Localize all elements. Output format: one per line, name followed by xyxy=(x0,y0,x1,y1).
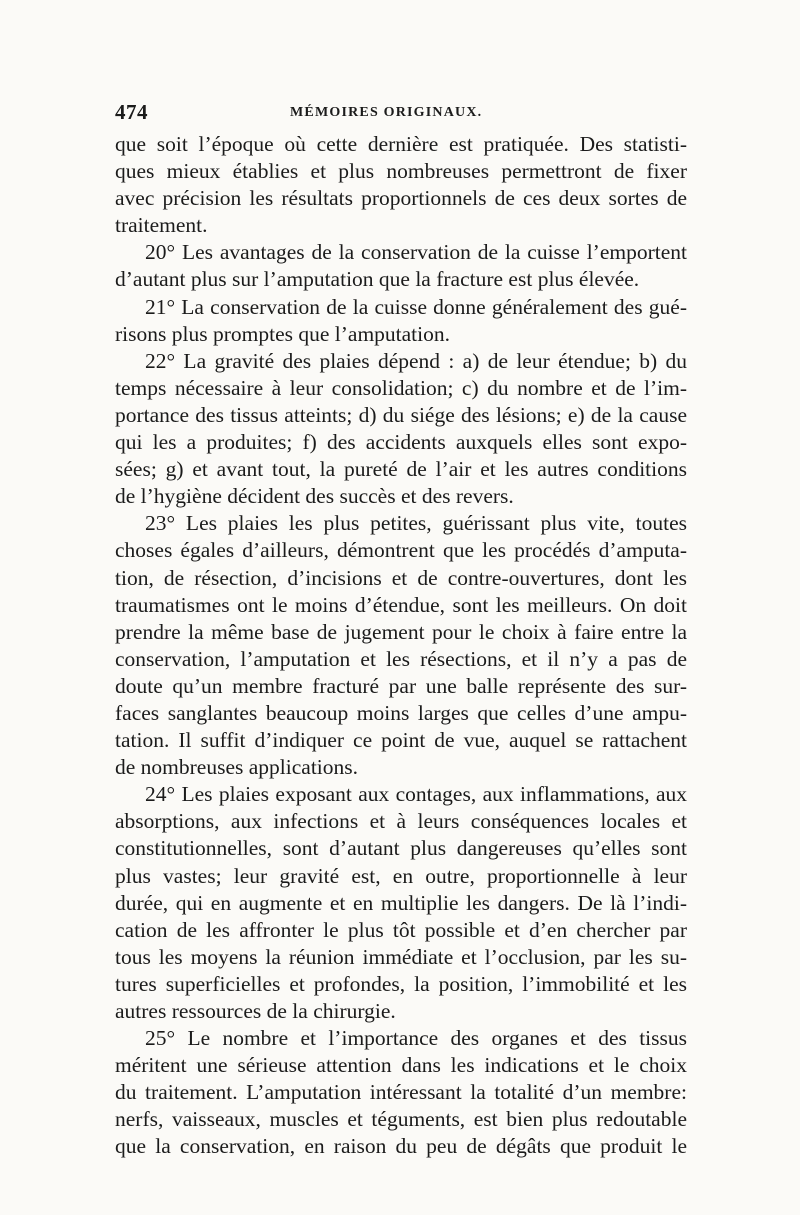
text-line: 20° Les avantages de la conservation de la cuisse l’emportent xyxy=(145,240,687,265)
text-line: de nombreuses applications. xyxy=(115,755,359,780)
text-line: d’autant plus sur l’amputation que la fracture est plus élevée. xyxy=(115,267,640,292)
text-line: prendre la même base de jugement pour le choix à faire entre la xyxy=(115,619,687,644)
text-line: tous les moyens la réunion immédiate et l’occlusion, par les su- xyxy=(115,944,687,969)
text-line: sées; g) et avant tout, la pureté de l’air et les autres conditions xyxy=(115,457,687,482)
text-line: de l’hygiène décident des succès et des revers. xyxy=(115,484,514,509)
text-line: ques mieux établies et plus nombreuses permettront de fixer xyxy=(115,159,687,184)
text-line: plus vastes; leur gravité est, en outre, proportionnelle à leur xyxy=(115,863,687,888)
text-line: risons plus promptes que l’amputation. xyxy=(115,321,451,346)
text-line: choses égales d’ailleurs, démontrent que les procédés d’amputa- xyxy=(115,538,687,563)
text-line: 21° La conservation de la cuisse donne généralement des gué- xyxy=(145,294,687,319)
text-line: doute qu’un membre fracturé par une balle représente des sur- xyxy=(115,673,687,698)
text-line: traumatismes ont le moins d’étendue, sont les meilleurs. On doit xyxy=(115,592,687,617)
text-line: tures superficielles et profondes, la position, l’immobilité et les xyxy=(115,971,687,996)
text-line: tion, de résection, d’incisions et de contre-ouvertures, dont les xyxy=(115,565,687,590)
text-line: durée, qui en augmente et en multiplie les dangers. De là l’indi- xyxy=(115,890,687,915)
text-line: conservation, l’amputation et les résections, et il n’y a pas de xyxy=(115,646,687,671)
text-line: 22° La gravité des plaies dépend : a) de leur étendue; b) du xyxy=(145,348,687,373)
text-line: du traitement. L’amputation intéressant la totalité d’un membre: xyxy=(115,1080,687,1105)
text-line: faces sanglantes beaucoup moins larges que celles d’une ampu- xyxy=(115,700,687,725)
text-line: méritent une sérieuse attention dans les indications et le choix xyxy=(115,1053,687,1078)
page-number: 474 xyxy=(115,100,148,124)
text-line: avec précision les résultats proportionnels de ces deux sortes de xyxy=(115,186,687,211)
running-title: MÉMOIRES ORIGINAUX. xyxy=(290,105,483,120)
text-line: 25° Le nombre et l’importance des organes et des tissus xyxy=(145,1026,687,1051)
text-line: 23° Les plaies les plus petites, guérissant plus vite, toutes xyxy=(145,511,687,536)
text-line: nerfs, vaisseaux, muscles et téguments, est bien plus redoutable xyxy=(115,1107,687,1132)
text-line: constitutionnelles, sont d’autant plus dangereuses qu’elles sont xyxy=(115,836,687,861)
page-header xyxy=(115,100,685,128)
text-line: temps nécessaire à leur consolidation; c) du nombre et de l’im- xyxy=(115,375,687,400)
text-line: cation de les affronter le plus tôt possible et d’en chercher par xyxy=(115,917,687,942)
text-line: que la conservation, en raison du peu de dégâts que produit le xyxy=(115,1134,687,1159)
body-text xyxy=(115,131,687,1161)
text-line: qui les a produites; f) des accidents auxquels elles sont expo- xyxy=(115,430,687,455)
text-line: traitement. xyxy=(115,213,208,238)
text-line: autres ressources de la chirurgie. xyxy=(115,999,396,1023)
text-line: 24° Les plaies exposant aux contages, aux inflammations, aux xyxy=(145,782,687,807)
text-line: absorptions, aux infections et à leurs conséquences locales et xyxy=(115,809,687,834)
text-line: portance des tissus atteints; d) du siége des lésions; e) de la cause xyxy=(115,402,687,427)
text-line: tation. Il suffit d’indiquer ce point de vue, auquel se rattachent xyxy=(115,728,687,753)
text-line: que soit l’époque où cette dernière est pratiquée. Des statisti- xyxy=(115,132,687,156)
